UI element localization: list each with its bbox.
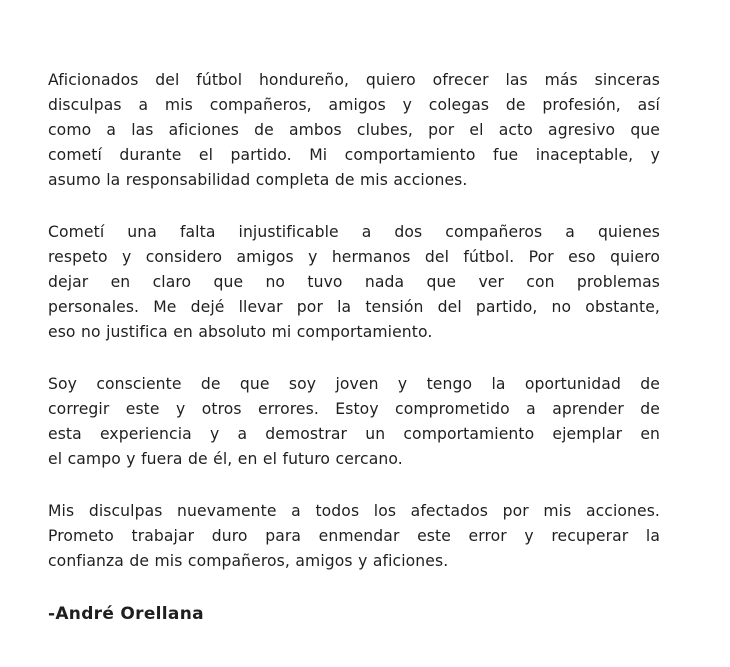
text-line: Mis disculpas nuevamente a todos los afectados por mis acciones. [48,502,660,520]
text-line: esta experiencia y a demostrar un comportamiento ejemplar en [48,425,660,443]
apology-letter [48,68,660,627]
paragraph-closing [48,499,660,574]
text-line: corregir este y otros errores. Estoy comprometido a aprender de [48,400,660,418]
paragraph-foul [48,220,660,345]
text-line: Aficionados del fútbol hondureño, quiero ofrecer las más sinceras [48,71,660,89]
text-line: asumo la responsabilidad completa de mis acciones. [48,171,468,189]
paragraph-apology [48,68,660,193]
text-line: confianza de mis compañeros, amigos y aficiones. [48,552,449,570]
text-line: Prometo trabajar duro para enmendar este error y recuperar la [48,527,660,545]
text-line: cometí durante el partido. Mi comportamiento fue inaceptable, y [48,146,660,164]
text-line: respeto y considero amigos y hermanos del fútbol. Por eso quiero [48,248,660,266]
text-line: disculpas a mis compañeros, amigos y colegas de profesión, así [48,96,660,114]
text-line: eso no justifica en absoluto mi comportamiento. [48,323,433,341]
text-line: personales. Me dejé llevar por la tensión del partido, no obstante, [48,298,660,316]
text-line: el campo y fuera de él, en el futuro cercano. [48,450,403,468]
signature: -André Orellana [48,604,204,624]
text-line: Cometí una falta injustificable a dos compañeros a quienes [48,223,660,241]
paragraph-commitment [48,372,660,472]
text-line: Soy consciente de que soy joven y tengo la oportunidad de [48,375,660,393]
text-line: dejar en claro que no tuvo nada que ver con problemas [48,273,660,291]
text-line: como a las aficiones de ambos clubes, por el acto agresivo que [48,121,660,139]
